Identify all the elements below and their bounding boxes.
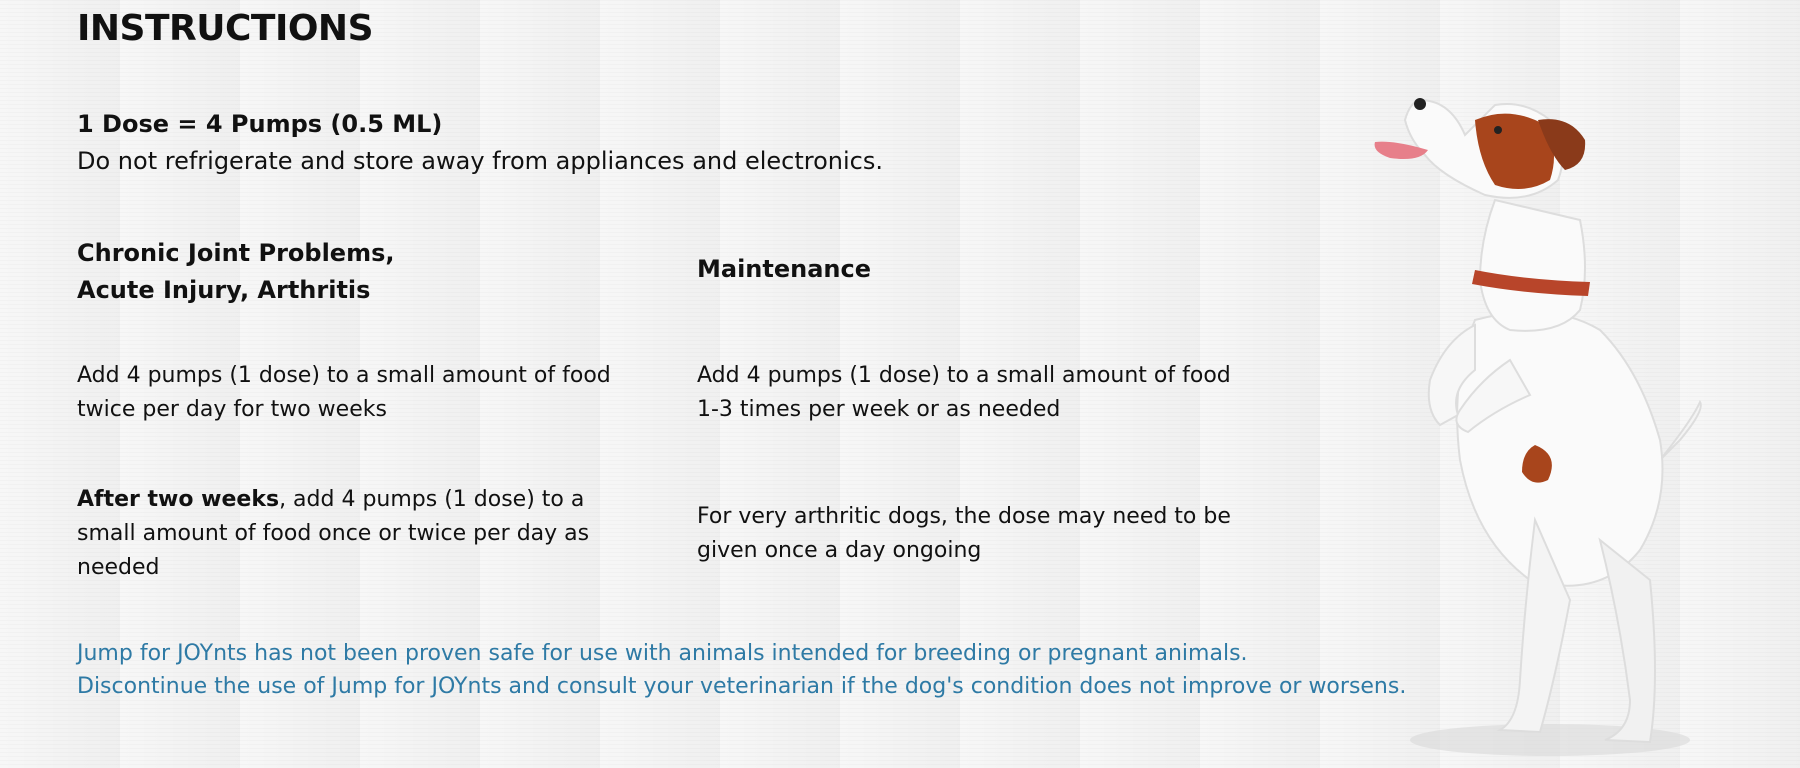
dog-eye [1494, 126, 1502, 134]
jack-russell-dog-image [1300, 80, 1720, 768]
chronic-step-2 [77, 483, 637, 585]
dog-neck [1480, 200, 1585, 331]
safety-warning-line2: Discontinue the use of Jump for JOYnts and consult your veterinarian if the dog's condition does not improve or worsens. [77, 674, 1407, 699]
safety-warning [77, 637, 1417, 703]
page-title: INSTRUCTIONS [77, 8, 373, 49]
dog-body [1457, 312, 1662, 586]
maintenance-step-2: For very arthritic dogs, the dose may need to be given once a day ongoing [697, 504, 1231, 563]
chronic-step-2-bold: After two weeks [77, 487, 280, 512]
chronic-step-2-rest: , add 4 pumps (1 dose) to a small amount of food once or twice per day as needed [77, 487, 590, 580]
maintenance-heading: Maintenance [697, 255, 872, 283]
dose-heading: 1 Dose = 4 Pumps (0.5 ML) [77, 110, 443, 138]
chronic-heading [77, 235, 497, 309]
dog-hind-leg-right [1600, 540, 1655, 742]
chronic-heading-line2: Acute Injury, Arthritis [77, 276, 371, 304]
dog-tail [1660, 402, 1701, 460]
storage-note: Do not refrigerate and store away from appliances and electronics. [77, 147, 884, 175]
maintenance-step-1: Add 4 pumps (1 dose) to a small amount of food 1-3 times per week or as needed [697, 363, 1231, 422]
safety-warning-line1: Jump for JOYnts has not been proven safe for use with animals intended for breeding or pregnant animals. [77, 641, 1248, 666]
dog-nose [1414, 98, 1426, 110]
chronic-heading-line1: Chronic Joint Problems, [77, 239, 395, 267]
chronic-step-1: Add 4 pumps (1 dose) to a small amount of food twice per day for two weeks [77, 363, 611, 422]
